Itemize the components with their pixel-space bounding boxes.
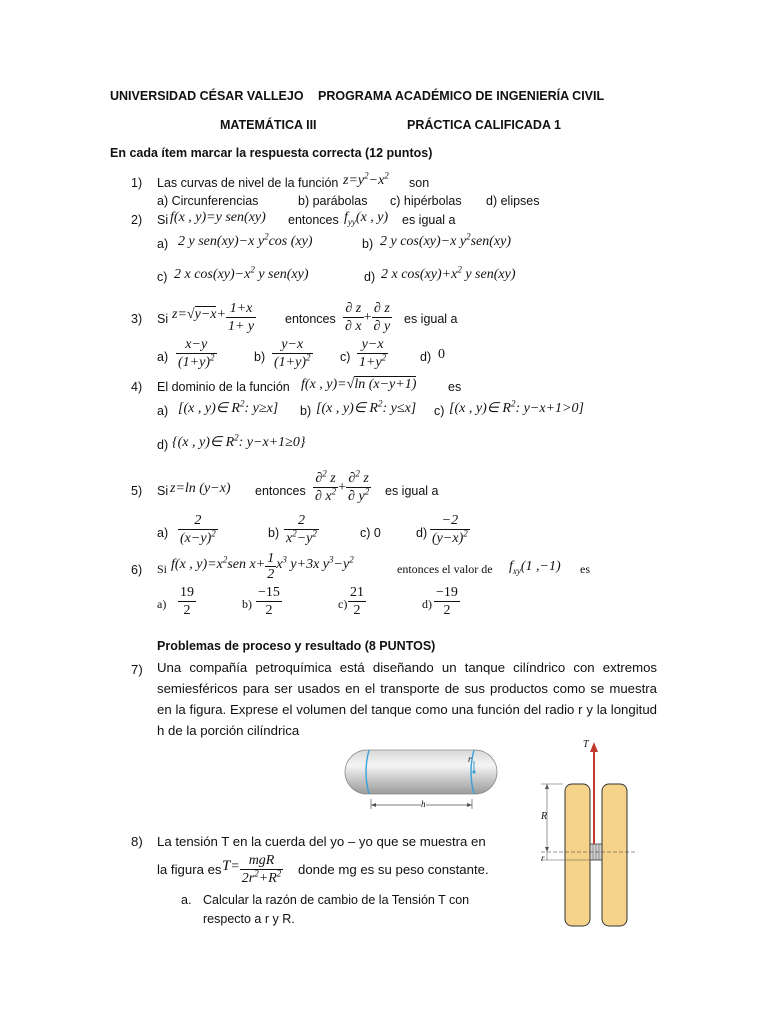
q3-option-b-expr[interactable]: $\frac{y-x}{(1+y)^2}$ (274, 337, 311, 370)
q2-mid: entonces (288, 213, 339, 227)
q2-option-a-expr[interactable]: 2 y sen(xy)−x $y^2\cos$ (xy) (178, 231, 313, 249)
university-name: UNIVERSIDAD CÉSAR VALLEJO (110, 89, 304, 103)
q8-line2-pre: la figura es (157, 862, 222, 877)
q5-option-b-expr[interactable]: $\frac{2}{x^2-y^2}$ (286, 513, 317, 546)
q4-option-d-label[interactable]: d) (157, 438, 169, 452)
q7-number: 7) (131, 662, 143, 677)
q2-option-d-label[interactable]: d) (364, 270, 376, 284)
q6-option-d-label[interactable]: d) (422, 597, 432, 611)
q4-option-c-expr[interactable]: [(x , y)∈ $R^2$: y−x+1>0] (449, 398, 584, 416)
q6-post: es (580, 562, 590, 576)
exam-name: PRÁCTICA CALIFICADA 1 (407, 118, 561, 132)
q6-pre: Si (157, 562, 168, 576)
q8-line1: La tensión T en la cuerda del yo – yo que se muestra en (157, 834, 486, 849)
q4-option-d-expr[interactable]: {(x , y)∈ $R^2$: y−x+1≥0} (172, 432, 306, 450)
q6-number: 6) (131, 563, 143, 577)
yoyo-figure (535, 738, 640, 933)
q6-option-c-expr[interactable]: $\frac{21}{2}$ (350, 585, 364, 618)
q2-option-a-label[interactable]: a) (157, 237, 169, 251)
q3-option-a-label[interactable]: a) (157, 350, 169, 364)
q3-mid: entonces (285, 312, 336, 326)
q8-line2-post: donde mg es su peso constante. (298, 862, 489, 877)
instructions: En cada ítem marcar la respuesta correcta (12 puntos) (110, 146, 433, 160)
q5-function: z=ln (y−x) (170, 481, 231, 496)
q2-pre: Si (157, 213, 169, 227)
q6-option-b-label[interactable]: b) (242, 597, 252, 611)
q2-derivative: $f_{yy}(x$ , y) (344, 210, 389, 227)
q3-option-d-label[interactable]: d) (420, 350, 432, 364)
q4-function: f(x , y)=√ln (x−y+1) (301, 377, 417, 392)
q3-option-b-label[interactable]: b) (254, 350, 266, 364)
q5-option-b-label[interactable]: b) (268, 526, 280, 540)
q5-option-d-expr[interactable]: $\frac{-2}{(y-x)^2}$ (432, 513, 468, 546)
course-name: MATEMÁTICA III (220, 118, 317, 132)
q8-formula: T= $\frac{\text{mgR}}{2r^2+R^2}$ (222, 853, 282, 886)
q2-option-b-expr[interactable]: 2 y cos(xy)−x $y^2sen(xy)$ (380, 231, 512, 249)
q6-function: f(x , $y)=x^2sen$ x+ $\frac{1}{2}$ $x^3$ y+3x $y^3-y^2$ (171, 551, 354, 582)
q2-post: es igual a (402, 213, 456, 227)
q5-post: es igual a (385, 484, 439, 498)
q3-function: z=√y−x+ $\frac{1+x}{1+ y}$ (172, 301, 255, 334)
q6-option-a-expr[interactable]: $\frac{19}{2}$ (180, 585, 194, 618)
q5-pre: Si (157, 484, 169, 498)
q1-option-b[interactable]: b) parábolas (298, 194, 368, 208)
q4-option-a-expr[interactable]: [(x , y)∈ $R^2$: y≥x] (178, 398, 279, 416)
yoyo-r-label: r (541, 853, 545, 863)
q5-number: 5) (131, 484, 143, 498)
q5-option-a-label[interactable]: a) (157, 526, 169, 540)
q8-sub-a-label: a. (181, 893, 192, 907)
q3-pre: Si (157, 312, 169, 326)
q6-option-b-expr[interactable]: $\frac{-15}{2}$ (258, 585, 280, 618)
q3-option-c-label[interactable]: c) (340, 350, 351, 364)
q2-option-c-label[interactable]: c) (157, 270, 168, 284)
q8-sub-a-text2: respecto a r y R. (203, 912, 295, 926)
q5-mid: entonces (255, 484, 306, 498)
q5-option-a-expr[interactable]: $\frac{2}{(x-y)^2}$ (180, 513, 216, 546)
section2-title: Problemas de proceso y resultado (8 PUNTOS) (157, 639, 436, 653)
q4-text: El dominio de la función (157, 380, 290, 394)
q6-option-c-label[interactable]: c) (338, 597, 348, 611)
q1-text: Las curvas de nivel de la función (157, 176, 339, 190)
q2-function: f(x , y)=y sen(xy) (170, 210, 266, 225)
q3-option-a-expr[interactable]: $\frac{x-y}{(1+y)^2}$ (178, 337, 215, 370)
q1-formula: $z=y^2-x^2$ (343, 170, 389, 188)
q2-number: 2) (131, 213, 143, 227)
tank-r-label: r (468, 754, 472, 764)
q6-option-a-label[interactable]: a) (157, 597, 167, 611)
q5-option-d-label[interactable]: d) (416, 526, 428, 540)
q4-number: 4) (131, 380, 143, 394)
q6-mid: entonces el valor de (397, 562, 493, 576)
q1-option-c[interactable]: c) hipérbolas (390, 194, 462, 208)
q2-option-c-expr[interactable]: 2 x $\cos(xy)-x^2$ y sen(xy) (174, 264, 309, 282)
q1-after: son (409, 176, 430, 190)
yoyo-R-label: R (541, 811, 548, 822)
q3-post: es igual a (404, 312, 458, 326)
q4-option-b-label[interactable]: b) (300, 404, 312, 418)
q3-partials: $\frac{\partial z}{\partial x}$ + $\frac{\partial z}{\partial y}$ (345, 301, 391, 334)
q3-option-d-expr[interactable]: 0 (438, 347, 445, 362)
q6-derivative: $f_{xy}(1$ ,−1) (509, 559, 561, 576)
q3-option-c-expr[interactable]: $\frac{y-x}{1+y^2}$ (359, 337, 387, 370)
q4-option-c-label[interactable]: c) (434, 404, 445, 418)
q3-number: 3) (131, 312, 143, 326)
q5-option-c[interactable]: c) 0 (360, 526, 381, 540)
q8-sub-a-text: Calcular la razón de cambio de la Tensión T con (203, 893, 470, 907)
q6-option-d-expr[interactable]: $\frac{-19}{2}$ (436, 585, 458, 618)
yoyo-T-label: T (583, 739, 589, 750)
q1-option-a[interactable]: a) Circunferencias (157, 194, 259, 208)
q4-option-a-label[interactable]: a) (157, 404, 169, 418)
q4-post: es (448, 380, 462, 394)
q8-number: 8) (131, 834, 143, 849)
q4-option-b-expr[interactable]: [(x , y)∈ $R^2$: y≤x] (316, 398, 417, 416)
q1-number: 1) (131, 176, 143, 190)
tank-h-label: h (421, 799, 426, 809)
q7-text: Una compañía petroquímica está diseñando un tanque cilíndrico con extremos semiesféricos para ser usados en el transporte de sus productos como se muestra en la figura. Exprese el volumen del tanque como una función del radio r y la longitud h de la porción cilíndrica (157, 660, 657, 738)
q2-option-b-label[interactable]: b) (362, 237, 374, 251)
q5-partials: $\frac{\partial^2 z}{\partial x^2}$ + $\frac{\partial^2 z}{\partial y^2}$ (315, 468, 370, 504)
q2-option-d-expr[interactable]: 2 x $\cos(xy)+x^2$ y sen(xy) (381, 264, 516, 282)
program-name: PROGRAMA ACADÉMICO DE INGENIERÍA CIVIL (318, 89, 605, 103)
q1-option-d[interactable]: d) elipses (486, 194, 540, 208)
